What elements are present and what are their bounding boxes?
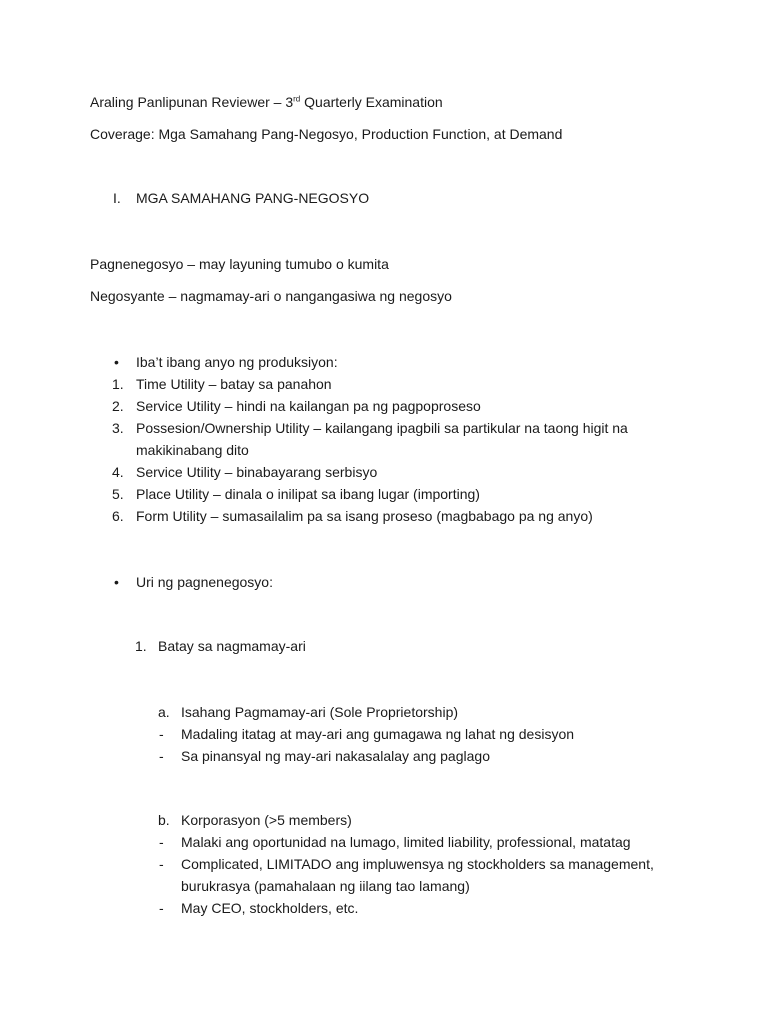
sub-heading-batay-sa-nagmamay-ari: Batay sa nagmamay-ari — [158, 638, 306, 654]
list-item-possession-utility: Possesion/Ownership Utility – kailangang ipagbili sa partikular na taong higit na — [136, 420, 628, 436]
dash-item: Malaki ang oportunidad na lumago, limited liability, professional, matatag — [181, 834, 631, 850]
list-number: 5. — [112, 486, 124, 502]
coverage-line: Coverage: Mga Samahang Pang-Negosyo, Production Function, at Demand — [90, 126, 563, 142]
dash-item: May CEO, stockholders, etc. — [181, 900, 359, 916]
dash-item: Sa pinansyal ng may-ari nakasalalay ang paglago — [181, 748, 490, 764]
sub-item-sole-proprietorship: Isahang Pagmamay-ari (Sole Proprietorship) — [181, 704, 459, 720]
dash-marker: - — [159, 900, 164, 916]
bullet-anyo-ng-produksiyon: Iba’t ibang anyo ng produksiyon: — [136, 354, 338, 370]
list-item-possession-utility-cont: makikinabang dito — [136, 442, 249, 458]
list-letter: b. — [158, 812, 170, 828]
dash-marker: - — [159, 726, 164, 742]
dash-marker: - — [159, 748, 164, 764]
list-item-service-utility-2: Service Utility – binabayarang serbisyo — [136, 464, 378, 480]
dash-item: Complicated, LIMITADO ang impluwensya ng stockholders sa management, — [181, 856, 654, 872]
dash-item: Madaling itatag at may-ari ang gumagawa ng lahat ng desisyon — [181, 726, 575, 742]
list-item-place-utility: Place Utility – dinala o inilipat sa ibang lugar (importing) — [136, 486, 480, 502]
list-item-service-utility: Service Utility – hindi na kailangan pa ng pagpoproseso — [136, 398, 481, 414]
bullet-icon: • — [114, 354, 119, 370]
list-number: 2. — [112, 398, 124, 414]
definition-negosyante: Negosyante – nagmamay-ari o nangangasiwa ng negosyo — [90, 288, 452, 304]
sub-item-korporasyon: Korporasyon (>5 members) — [181, 812, 352, 828]
list-number: 6. — [112, 508, 124, 524]
dash-item-cont: burukrasya (pamahalaan ng iilang tao lamang) — [181, 878, 470, 894]
list-number: 4. — [112, 464, 124, 480]
list-letter: a. — [158, 704, 170, 720]
list-item-time-utility: Time Utility – batay sa panahon — [136, 376, 332, 392]
list-number: 1. — [112, 376, 124, 392]
list-number: 1. — [135, 638, 147, 654]
dash-marker: - — [159, 856, 164, 872]
list-item-form-utility: Form Utility – sumasailalim pa sa isang proseso (magbabago pa ng anyo) — [136, 508, 593, 524]
document-title: Araling Panlipunan Reviewer – 3rd Quarterly Examination — [90, 94, 443, 110]
section-number: I. — [113, 190, 121, 206]
dash-marker: - — [159, 834, 164, 850]
section-heading: MGA SAMAHANG PANG-NEGOSYO — [136, 190, 370, 206]
bullet-icon: • — [114, 574, 119, 590]
bullet-uri-ng-pagnenegosyo: Uri ng pagnenegosyo: — [136, 574, 273, 590]
list-number: 3. — [112, 420, 124, 436]
definition-pagnenegosyo: Pagnenegosyo – may layuning tumubo o kumita — [90, 256, 389, 272]
